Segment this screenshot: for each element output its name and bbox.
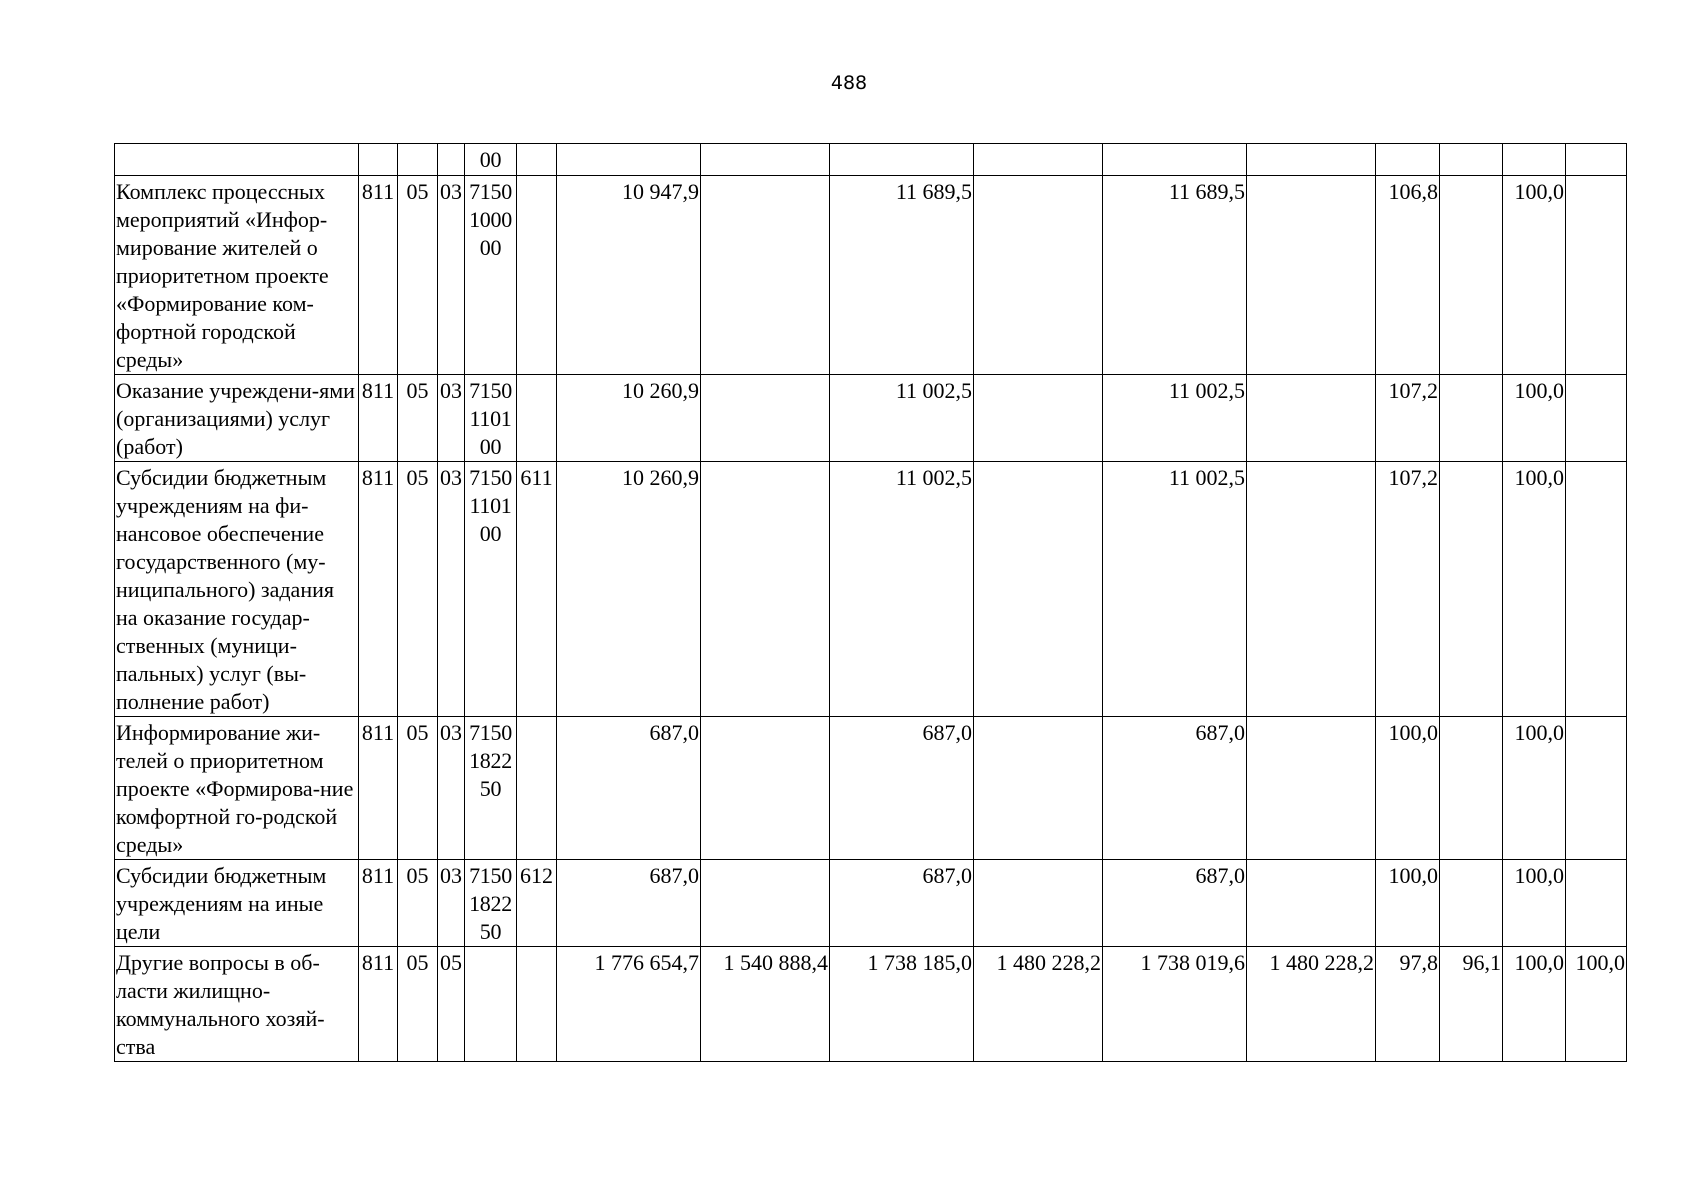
cell-v4 — [974, 375, 1103, 462]
cell-v6 — [1247, 176, 1376, 375]
cell-v4 — [974, 176, 1103, 375]
cell-rz: 05 — [398, 717, 438, 860]
page-number: 488 — [830, 72, 868, 94]
cell-v4 — [974, 717, 1103, 860]
cell-v2 — [701, 375, 830, 462]
table-row — [115, 462, 1627, 717]
cell-vr: 611 — [517, 462, 557, 717]
cell-v1 — [557, 144, 701, 176]
cell-p3: 100,0 — [1503, 860, 1566, 947]
csr-line: 50 — [479, 776, 502, 801]
cell-v3: 11 002,5 — [830, 375, 974, 462]
csr-line: 00 — [479, 521, 502, 546]
cell-v3: 1 738 185,0 — [830, 947, 974, 1062]
cell-pr: 03 — [438, 717, 465, 860]
csr-line: 7150 — [469, 179, 512, 204]
cell-rz: 05 — [398, 947, 438, 1062]
cell-v1: 687,0 — [557, 860, 701, 947]
cell-rz: 05 — [398, 375, 438, 462]
table-row — [115, 375, 1627, 462]
cell-v6 — [1247, 462, 1376, 717]
csr-line: 7150 — [469, 720, 512, 745]
cell-p2 — [1440, 375, 1503, 462]
cell-v5: 11 002,5 — [1103, 462, 1247, 717]
cell-v3: 687,0 — [830, 860, 974, 947]
table-row — [115, 717, 1627, 860]
cell-ved: 811 — [359, 375, 398, 462]
csr-line: 1822 — [469, 891, 512, 916]
csr-line: 1101 — [469, 406, 512, 431]
cell-vr — [517, 375, 557, 462]
cell-pr: 03 — [438, 176, 465, 375]
cell-v1: 687,0 — [557, 717, 701, 860]
cell-v3: 687,0 — [830, 717, 974, 860]
cell-p1: 107,2 — [1376, 375, 1440, 462]
cell-name: Другие вопросы в об-ласти жилищно-коммунального хозяй-ства — [115, 947, 359, 1062]
cell-pr: 03 — [438, 375, 465, 462]
cell-v4 — [974, 462, 1103, 717]
cell-v5: 687,0 — [1103, 860, 1247, 947]
cell-v1: 10 947,9 — [557, 176, 701, 375]
cell-ved — [359, 144, 398, 176]
cell-vr: 612 — [517, 860, 557, 947]
table-row — [115, 176, 1627, 375]
cell-pr: 03 — [438, 462, 465, 717]
cell-v1: 1 776 654,7 — [557, 947, 701, 1062]
cell-p4: 100,0 — [1566, 947, 1627, 1062]
cell-csr — [465, 462, 517, 717]
cell-rz — [398, 144, 438, 176]
cell-csr — [465, 947, 517, 1062]
cell-p4 — [1566, 860, 1627, 947]
cell-rz: 05 — [398, 860, 438, 947]
csr-line: 50 — [479, 919, 502, 944]
csr-line: 1101 — [469, 493, 512, 518]
cell-name: Субсидии бюджетным учреждениям на иные цели — [115, 860, 359, 947]
table-row — [115, 144, 1627, 176]
cell-v1: 10 260,9 — [557, 375, 701, 462]
cell-vr — [517, 717, 557, 860]
cell-v5: 1 738 019,6 — [1103, 947, 1247, 1062]
cell-v4: 1 480 228,2 — [974, 947, 1103, 1062]
cell-v6 — [1247, 860, 1376, 947]
cell-p3: 100,0 — [1503, 947, 1566, 1062]
table-row — [115, 947, 1627, 1062]
cell-v5: 687,0 — [1103, 717, 1247, 860]
csr-line: 1000 — [469, 207, 512, 232]
cell-csr — [465, 144, 517, 176]
csr-line: 00 — [479, 235, 502, 260]
cell-p2 — [1440, 860, 1503, 947]
cell-name: Субсидии бюджетным учреждениям на фи-нансовое обеспечение государственного (му-ниципального) задания на оказание государ-ственных (муници-пальных) услуг (вы-полнение работ) — [115, 462, 359, 717]
cell-pr: 03 — [438, 860, 465, 947]
cell-pr: 05 — [438, 947, 465, 1062]
cell-name: Оказание учреждени-ями (организациями) услуг (работ) — [115, 375, 359, 462]
csr-line: 7150 — [469, 378, 512, 403]
cell-v6: 1 480 228,2 — [1247, 947, 1376, 1062]
cell-v2 — [701, 462, 830, 717]
cell-v2 — [701, 860, 830, 947]
cell-v5: 11 689,5 — [1103, 176, 1247, 375]
cell-ved: 811 — [359, 462, 398, 717]
cell-p1: 97,8 — [1376, 947, 1440, 1062]
cell-p1: 107,2 — [1376, 462, 1440, 717]
cell-p1: 100,0 — [1376, 717, 1440, 860]
csr-line: 00 — [479, 147, 502, 172]
cell-ved: 811 — [359, 947, 398, 1062]
table-body — [115, 144, 1627, 1062]
cell-p4 — [1566, 176, 1627, 375]
cell-p2 — [1440, 462, 1503, 717]
cell-v4 — [974, 860, 1103, 947]
csr-line: 7150 — [469, 465, 512, 490]
cell-v6 — [1247, 375, 1376, 462]
budget-table — [114, 143, 1627, 1062]
cell-vr — [517, 176, 557, 375]
cell-name: Информирование жи-телей о приоритетном проекте «Формирова-ние комфортной го-родской среды» — [115, 717, 359, 860]
cell-v5 — [1103, 144, 1247, 176]
cell-v6 — [1247, 144, 1376, 176]
csr-line: 1822 — [469, 748, 512, 773]
table-row — [115, 860, 1627, 947]
cell-p4 — [1566, 144, 1627, 176]
cell-p4 — [1566, 462, 1627, 717]
cell-p2: 96,1 — [1440, 947, 1503, 1062]
cell-csr — [465, 860, 517, 947]
csr-line: 00 — [479, 434, 502, 459]
cell-pr — [438, 144, 465, 176]
cell-p4 — [1566, 375, 1627, 462]
cell-rz: 05 — [398, 462, 438, 717]
cell-v3: 11 689,5 — [830, 176, 974, 375]
cell-p3: 100,0 — [1503, 176, 1566, 375]
cell-p2 — [1440, 717, 1503, 860]
cell-v6 — [1247, 717, 1376, 860]
cell-p3 — [1503, 144, 1566, 176]
cell-p1 — [1376, 144, 1440, 176]
cell-v2: 1 540 888,4 — [701, 947, 830, 1062]
cell-v3 — [830, 144, 974, 176]
cell-ved: 811 — [359, 717, 398, 860]
cell-p1: 100,0 — [1376, 860, 1440, 947]
cell-p3: 100,0 — [1503, 717, 1566, 860]
cell-v1: 10 260,9 — [557, 462, 701, 717]
cell-ved: 811 — [359, 860, 398, 947]
cell-csr — [465, 375, 517, 462]
cell-vr — [517, 947, 557, 1062]
cell-p4 — [1566, 717, 1627, 860]
cell-p2 — [1440, 176, 1503, 375]
cell-csr — [465, 176, 517, 375]
cell-p3: 100,0 — [1503, 462, 1566, 717]
cell-v2 — [701, 176, 830, 375]
cell-p3: 100,0 — [1503, 375, 1566, 462]
cell-p2 — [1440, 144, 1503, 176]
cell-v4 — [974, 144, 1103, 176]
csr-line: 7150 — [469, 863, 512, 888]
cell-v2 — [701, 717, 830, 860]
cell-v5: 11 002,5 — [1103, 375, 1247, 462]
cell-vr — [517, 144, 557, 176]
cell-ved: 811 — [359, 176, 398, 375]
cell-name — [115, 144, 359, 176]
cell-p1: 106,8 — [1376, 176, 1440, 375]
cell-csr — [465, 717, 517, 860]
cell-name: Комплекс процессных мероприятий «Инфор-мирование жителей о приоритетном проекте «Формирование ком-фортной городской среды» — [115, 176, 359, 375]
cell-v3: 11 002,5 — [830, 462, 974, 717]
cell-v2 — [701, 144, 830, 176]
cell-rz: 05 — [398, 176, 438, 375]
